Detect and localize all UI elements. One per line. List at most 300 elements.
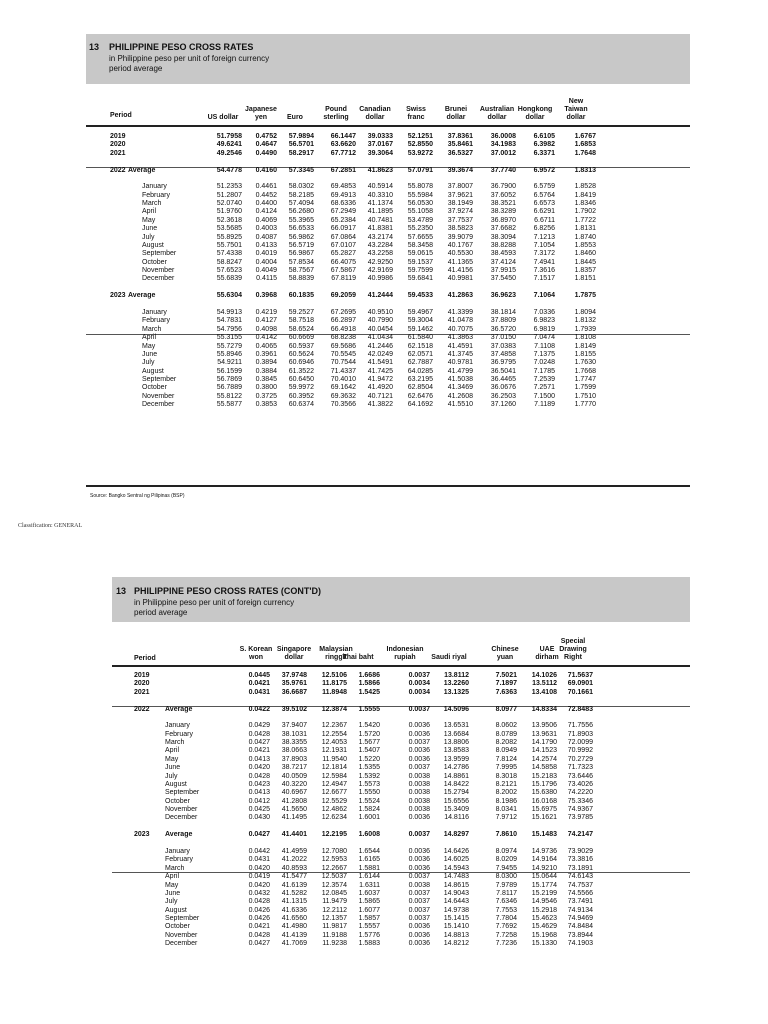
rate-value: 38.8288 [490,241,516,249]
rate-value: 41.4139 [281,931,307,939]
rate-value: 71.7323 [567,764,593,772]
rate-value: 7.7236 [495,940,517,948]
rate-value: 41.5282 [281,889,307,897]
rate-value: 38.3094 [490,233,516,241]
rate-value: 69.1642 [330,384,356,392]
rate-value: 7.7692 [495,923,517,931]
period-month-label: February [165,730,194,738]
rate-value: 60.6450 [288,376,314,384]
rate-value: 7.8610 [495,831,517,839]
rate-value: 1.8346 [574,200,596,208]
rate-value: 14.8861 [443,772,469,780]
rate-value: 73.8944 [567,931,593,939]
rate-value: 55.8122 [216,392,242,400]
rate-value: 14.8116 [444,814,469,822]
rate-value: 6.6711 [534,216,555,224]
rate-value: 12.1814 [321,764,347,772]
column-header: rupiah [394,654,416,661]
column-header: Special [560,638,586,645]
rate-value: 0.4003 [255,225,277,233]
rate-value: 0.0036 [408,940,430,948]
rate-value: 74.9367 [567,806,593,814]
rate-value: 55.7501 [216,241,242,249]
rate-value: 1.5220 [358,755,380,763]
column-header: ringgit [325,654,347,661]
rate-value: 56.6533 [288,225,314,233]
rate-value: 0.0431 [248,688,270,696]
rate-value: 0.4098 [255,325,277,333]
period-month-label: August [142,241,164,249]
rate-value: 69.0901 [567,680,593,688]
rate-value: 12.5037 [321,873,347,881]
rate-value: 53.5685 [216,225,242,233]
rate-value: 14.8212 [443,940,469,948]
rate-value: 14.9043 [443,889,469,897]
column-header: Right [564,654,582,661]
rate-value: 7.1785 [533,367,555,375]
rate-value: 7.2539 [533,376,555,384]
column-header: Drawing [559,646,587,653]
rate-value: 56.7869 [216,376,242,384]
rate-value: 42.9169 [367,267,393,275]
rate-value: 0.3845 [255,376,277,384]
rate-value: 11.8948 [322,688,347,696]
rate-value: 40.9510 [367,308,393,316]
rate-value: 1.7510 [574,392,596,400]
rate-value: 62.8504 [407,384,433,392]
rate-value: 11.9479 [322,898,347,906]
rate-value: 13.5112 [532,680,557,688]
period-year-label: 2022 [134,705,150,713]
table-header-banner [112,577,690,622]
period-month-label: June [165,889,181,897]
rate-value: 58.3458 [407,241,433,249]
rate-value: 69.4853 [330,183,356,191]
column-header: yen [254,114,268,121]
column-header: yuan [496,654,514,661]
rate-value: 1.8313 [574,166,596,174]
rate-value: 40.7121 [367,392,393,400]
rate-value: 12.4053 [321,739,347,747]
rate-value: 1.7747 [574,376,596,384]
rate-value: 0.0427 [248,831,270,839]
column-header: dollar [284,654,304,661]
rate-value: 37.9621 [447,191,473,199]
period-month-label: September [142,376,177,384]
rate-value: 15.2794 [443,789,469,797]
rate-value: 0.0037 [408,889,430,897]
rate-value: 1.7668 [574,367,596,375]
period-month-label: May [142,342,156,350]
rate-value: 16.0168 [531,797,557,805]
rate-value: 65.2827 [330,250,356,258]
rate-value: 68.6336 [330,200,356,208]
column-header: dollar [487,114,507,121]
rate-value: 0.0420 [248,764,270,772]
rate-value: 40.3310 [367,191,393,199]
rate-value: 14.5858 [531,764,557,772]
rate-value: 41.6139 [281,881,307,889]
rate-value: 60.6946 [288,359,314,367]
period-month-label: October [165,923,190,931]
rate-value: 41.2608 [447,392,473,400]
rate-value: 1.5355 [358,764,380,772]
rate-value: 60.5624 [288,350,314,358]
rate-value: 8.0602 [495,722,517,730]
rate-value: 41.4959 [281,847,307,855]
rate-value: 0.0442 [248,847,270,855]
rate-value: 41.3822 [367,401,393,409]
rate-value: 40.7481 [367,216,393,224]
rate-value: 14.7483 [443,873,469,881]
rate-value: 0.0038 [408,881,430,889]
column-header: Pound [325,106,347,113]
rate-value: 41.3863 [447,334,473,342]
rate-value: 0.0036 [408,755,430,763]
rate-value: 37.6682 [490,225,516,233]
rate-value: 70.5545 [330,350,356,358]
period-month-label: August [142,367,164,375]
rate-value: 0.0036 [408,747,430,755]
rate-value: 56.9867 [288,250,314,258]
rate-value: 36.9795 [490,359,516,367]
rate-value: 37.4124 [490,258,516,266]
rate-value: 75.3346 [567,797,593,805]
period-month-label: April [142,208,157,216]
rate-value: 0.0425 [248,806,270,814]
rate-value: 41.2863 [447,292,473,300]
rate-value: 40.1767 [447,241,473,249]
rate-value: 41.2446 [367,342,393,350]
rate-value: 1.5881 [358,864,380,872]
rate-value: 1.6686 [358,672,380,679]
rate-value: 56.1599 [216,367,242,375]
rate-value: 36.9623 [490,292,516,300]
rate-value: 7.1189 [534,401,555,409]
rate-value: 14.5096 [443,705,469,713]
rate-value: 0.0428 [248,730,270,738]
period-month-label: February [165,856,194,864]
rate-value: 53.4789 [407,216,433,224]
rate-value: 43.2174 [367,233,393,241]
rate-value: 6.9572 [533,166,555,174]
rate-value: 11.9817 [322,923,347,931]
rate-value: 70.3566 [330,401,356,409]
rate-value: 14.6443 [443,898,469,906]
rate-value: 57.0791 [407,166,433,174]
period-average-label: Average [128,292,156,300]
rate-value: 73.9785 [567,814,593,822]
rate-value: 0.3961 [255,350,277,358]
rate-value: 60.6374 [288,401,314,409]
rate-value: 41.2022 [281,856,307,864]
rate-value: 67.0107 [330,241,356,249]
rate-value: 12.1357 [321,915,347,923]
rate-value: 14.6426 [443,847,469,855]
rate-value: 74.9469 [567,915,593,923]
rate-value: 13.2260 [443,680,469,688]
rate-value: 8.0300 [495,873,517,881]
rate-value: 41.3469 [447,384,473,392]
rate-value: 6.8256 [533,225,555,233]
rate-value: 74.1903 [567,940,593,948]
rate-value: 41.5510 [447,401,473,409]
rate-value: 37.0167 [367,141,393,149]
rate-value: 41.2444 [367,292,393,300]
rate-value: 1.8528 [574,183,596,191]
rate-value: 74.7537 [567,881,593,889]
table-number: 13 [89,42,100,52]
rate-value: 1.5857 [358,915,380,923]
rate-value: 7.1897 [495,680,517,688]
rate-value: 0.4461 [255,183,277,191]
rate-value: 70.4010 [330,376,356,384]
rate-value: 38.4593 [490,250,516,258]
rate-value: 12.6677 [321,789,347,797]
rate-value: 0.4752 [255,133,277,140]
rate-value: 70.1661 [567,688,593,696]
rate-value: 0.4160 [255,166,277,174]
rate-value: 41.1365 [447,258,473,266]
period-month-label: December [165,814,198,822]
rate-value: 38.1031 [281,730,307,738]
rate-value: 0.0421 [248,747,270,755]
rate-value: 41.6560 [281,915,307,923]
rate-value: 0.4124 [255,208,277,216]
rate-value: 43.2284 [367,241,393,249]
rate-value: 56.0530 [407,200,433,208]
rate-value: 14.2574 [531,755,557,763]
rate-value: 40.9781 [447,359,473,367]
table-title: PHILIPPINE PESO CROSS RATES [109,42,254,52]
period-year-label: 2019 [134,672,150,679]
rate-value: 8.0341 [495,806,517,814]
column-header: Indonesian [386,646,424,653]
column-header: won [249,654,263,661]
rate-value: 0.4004 [255,258,277,266]
rate-value: 0.0428 [248,931,270,939]
rate-value: 55.6304 [216,292,242,300]
rate-value: 58.7567 [288,267,314,275]
rate-value: 1.5550 [358,789,380,797]
period-month-label: September [165,789,200,797]
rate-value: 38.5823 [447,225,473,233]
rate-value: 57.8534 [288,258,314,266]
rate-value: 0.4115 [256,275,277,283]
rate-value: 15.2199 [531,889,557,897]
rate-value: 0.4219 [255,308,277,316]
rate-value: 58.8839 [288,275,314,283]
rate-value: 73.7491 [567,898,593,906]
rate-value: 40.7075 [447,325,473,333]
rate-value: 39.5102 [281,705,307,713]
period-average-label: Average [165,705,193,713]
rate-value: 36.5720 [490,325,516,333]
rate-value: 13.9506 [531,722,557,730]
rate-value: 0.0431 [248,856,270,864]
footer-rule [86,485,690,487]
rate-value: 8.0949 [495,747,517,755]
rate-value: 70.9992 [567,747,593,755]
rate-value: 1.6311 [359,881,380,889]
rate-value: 0.4133 [255,241,277,249]
rate-value: 0.4452 [255,191,277,199]
rate-value: 63.6620 [330,141,356,149]
column-header: UAE [539,646,555,653]
period-year-label: 2023 [134,831,150,839]
rate-value: 74.8484 [567,923,593,931]
rate-value: 57.4094 [288,200,314,208]
rate-value: 58.8247 [216,258,242,266]
rate-value: 1.7939 [574,325,596,333]
rate-value: 66.4075 [330,258,356,266]
rate-value: 14.8422 [443,780,469,788]
rate-value: 60.3952 [288,392,314,400]
rate-value: 56.5701 [288,141,314,149]
rate-value: 57.9894 [288,133,314,140]
rate-value: 6.9823 [533,317,555,325]
rate-value: 1.8445 [574,258,596,266]
rate-value: 15.2183 [531,772,557,780]
period-month-label: January [165,722,190,730]
rate-value: 1.6165 [358,856,380,864]
rate-value: 66.4918 [330,325,356,333]
rate-value: 55.2350 [407,225,433,233]
rate-value: 37.5450 [490,275,516,283]
rate-value: 1.5883 [358,940,380,948]
rate-value: 1.7902 [574,208,596,216]
rate-value: 41.4980 [281,923,307,931]
rate-value: 65.2384 [330,216,356,224]
rate-value: 0.0445 [248,672,270,679]
rate-value: 59.0615 [407,250,433,258]
rate-value: 57.4338 [216,250,242,258]
rate-value: 59.1537 [407,258,433,266]
rate-value: 0.0422 [248,705,270,713]
period-month-label: April [165,747,180,755]
rate-value: 1.5865 [358,898,380,906]
rate-value: 37.8809 [490,317,516,325]
rate-value: 1.5866 [358,680,380,688]
rate-value: 14.9210 [531,864,557,872]
rate-value: 54.7956 [216,325,242,333]
column-header: S. Korean [239,646,273,653]
rate-value: 57.6523 [216,267,242,275]
rate-value: 39.3064 [367,149,393,157]
rate-value: 15.3409 [443,806,469,814]
rate-value: 55.7279 [216,342,242,350]
period-month-label: June [142,350,158,358]
rate-value: 12.2667 [321,864,347,872]
rate-value: 41.4920 [367,384,393,392]
period-year-label: 2021 [134,688,150,696]
rate-value: 1.8094 [574,308,596,316]
rate-value: 8.1986 [495,797,517,805]
rate-value: 12.0845 [321,889,347,897]
period-month-label: July [142,233,155,241]
rate-value: 0.0036 [408,730,430,738]
rate-value: 37.4858 [490,350,516,358]
rate-value: 37.9407 [281,722,307,730]
rate-value: 38.0663 [281,747,307,755]
rate-value: 38.7217 [281,764,307,772]
rate-value: 1.6144 [358,873,380,881]
column-header: Canadian [359,106,391,113]
rate-value: 38.3521 [490,200,516,208]
rate-value: 36.2503 [490,392,516,400]
rate-value: 41.4401 [281,831,307,839]
rate-value: 7.0248 [533,359,555,367]
source-note: Source: Bangko Sentral ng Pilipinas (BSP) [90,493,185,499]
rate-value: 1.8132 [574,317,596,325]
rate-value: 59.1462 [407,325,433,333]
column-header: dollar [566,114,586,121]
rate-value: 37.9748 [281,672,307,679]
period-month-label: January [142,183,167,191]
rate-value: 8.2121 [495,780,517,788]
rate-value: 0.0038 [408,772,430,780]
rate-value: 14.9546 [531,898,557,906]
rate-value: 59.4967 [407,308,433,316]
rate-value: 41.8381 [367,225,393,233]
rate-value: 36.0008 [490,133,516,140]
rate-value: 0.0429 [248,722,270,730]
rate-value: 7.9995 [495,764,517,772]
column-header: Chinese [491,646,519,653]
period-month-label: September [142,250,177,258]
rate-value: 41.0478 [447,317,473,325]
rate-value: 35.8461 [447,141,473,149]
rate-value: 49.6241 [216,141,242,149]
column-header: Singapore [276,646,312,653]
period-column-header: Period [110,112,132,119]
period-month-label: May [142,216,156,224]
rate-value: 14.9736 [531,847,557,855]
rate-value: 55.1058 [407,208,433,216]
rate-value: 69.3632 [330,392,356,400]
period-month-label: March [165,864,185,872]
period-month-label: May [165,755,179,763]
rate-value: 15.1483 [531,831,557,839]
rate-value: 11.8175 [322,680,347,688]
rate-value: 69.4913 [330,191,356,199]
period-month-label: February [142,317,171,325]
column-header: Thai baht [342,654,374,661]
rate-value: 40.9986 [367,275,393,283]
rate-value: 0.0036 [408,722,430,730]
rate-value: 70.2729 [567,755,593,763]
rate-value: 1.5407 [358,747,380,755]
column-header: Hongkong [517,106,553,113]
rate-value: 13.8112 [444,672,469,679]
rate-value: 36.4465 [490,376,516,384]
rate-value: 0.0036 [408,856,430,864]
rate-value: 11.9238 [322,940,347,948]
rate-value: 0.0426 [248,906,270,914]
rate-value: 0.0038 [408,789,430,797]
rate-value: 12.2195 [321,831,347,839]
period-month-label: November [165,806,198,814]
rate-value: 73.3816 [567,856,593,864]
rate-value: 52.1251 [407,133,433,140]
rate-value: 74.2220 [567,789,593,797]
rate-value: 0.4069 [255,216,277,224]
period-month-label: January [142,308,167,316]
rate-value: 15.1774 [531,881,557,889]
rate-value: 41.4799 [447,367,473,375]
rate-value: 7.1213 [533,233,555,241]
rate-value: 1.6077 [358,906,380,914]
